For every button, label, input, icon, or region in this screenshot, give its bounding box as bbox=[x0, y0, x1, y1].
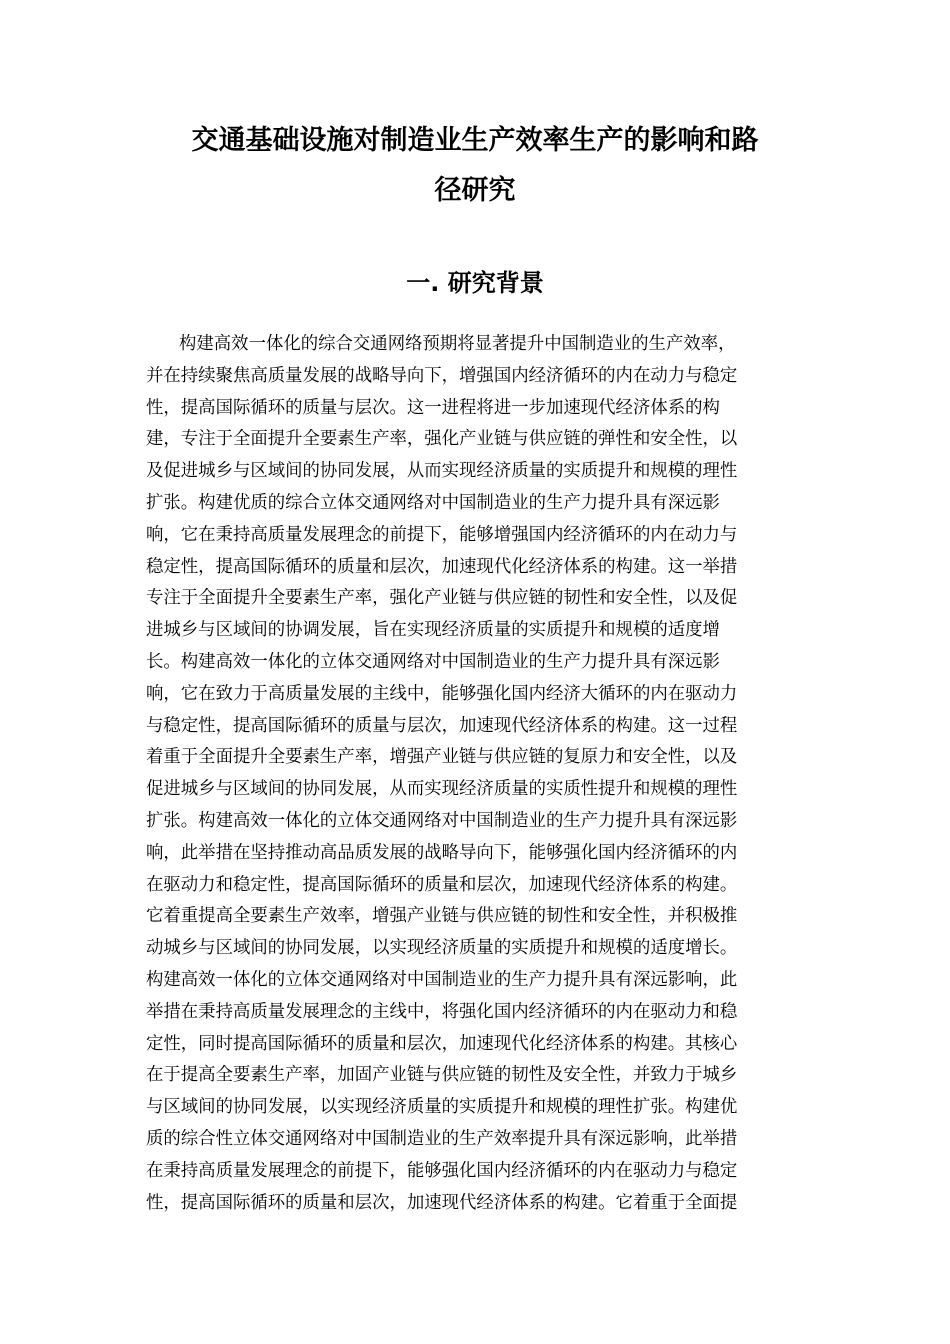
body-line: 并在持续聚焦高质量发展的战略导向下，增强国内经济循环的内在动力与稳定 bbox=[146, 365, 738, 386]
document-title-line-1: 交通基础设施对制造业生产效率生产的影响和路 bbox=[191, 125, 759, 156]
body-line: 构建高效一体化的综合交通网络预期将显著提升中国制造业的生产效率， bbox=[179, 334, 736, 354]
section-heading: 一. 研究背景 bbox=[406, 269, 544, 297]
body-line: 响，此举措在坚持推动高品质发展的战略导向下，能够强化国内经济循环的内 bbox=[146, 842, 738, 863]
body-line: 响，它在秉持高质量发展理念的前提下，能够增强国内经济循环的内在动力与 bbox=[146, 524, 738, 545]
body-line: 进城乡与区域间的协调发展，旨在实现经济质量的实质提升和规模的适度增 bbox=[146, 620, 720, 641]
body-line: 着重于全面提升全要素生产率，增强产业链与供应链的复原力和安全性，以及 bbox=[146, 747, 738, 768]
body-line: 定性，同时提高国际循环的质量和层次，加速现代化经济体系的构建。其核心 bbox=[146, 1033, 738, 1054]
body-line: 与稳定性，提高国际循环的质量与层次，加速现代经济体系的构建。这一过程 bbox=[146, 715, 738, 736]
body-line: 在秉持高质量发展理念的前提下，能够强化国内经济循环的内在驱动力与稳定 bbox=[146, 1160, 738, 1181]
body-line: 它着重提高全要素生产效率，增强产业链与供应链的韧性和安全性，并积极推 bbox=[146, 906, 738, 927]
body-line: 举措在秉持高质量发展理念的主线中，将强化国内经济循环的内在驱动力和稳 bbox=[146, 1001, 738, 1022]
body-line: 在驱动力和稳定性，提高国际循环的质量和层次，加速现代经济体系的构建。 bbox=[146, 874, 738, 895]
body-line: 在于提高全要素生产率，加固产业链与供应链的韧性及安全性，并致力于城乡 bbox=[146, 1065, 738, 1086]
body-line: 稳定性，提高国际循环的质量和层次，加速现代化经济体系的构建。这一举措 bbox=[146, 556, 738, 577]
document-title-line-2: 径研究 bbox=[434, 175, 516, 206]
body-line: 响，它在致力于高质量发展的主线中，能够强化国内经济大循环的内在驱动力 bbox=[146, 683, 738, 704]
body-line: 性，提高国际循环的质量与层次。这一进程将进一步加速现代经济体系的构 bbox=[146, 397, 720, 418]
body-line: 促进城乡与区域间的协同发展，从而实现经济质量的实质性提升和规模的理性 bbox=[146, 779, 738, 800]
body-line: 与区域间的协同发展，以实现经济质量的实质提升和规模的理性扩张。构建优 bbox=[146, 1097, 738, 1118]
body-line: 及促进城乡与区域间的协同发展，从而实现经济质量的实质提升和规模的理性 bbox=[146, 461, 738, 482]
body-line: 扩张。构建优质的综合立体交通网络对中国制造业的生产力提升具有深远影 bbox=[146, 492, 720, 513]
body-paragraph bbox=[146, 332, 806, 1222]
body-line: 质的综合性立体交通网络对中国制造业的生产效率提升具有深远影响，此举措 bbox=[146, 1128, 738, 1149]
body-line: 性，提高国际循环的质量和层次，加速现代经济体系的构建。它着重于全面提 bbox=[146, 1192, 738, 1213]
body-line: 建，专注于全面提升全要素生产率，强化产业链与供应链的弹性和安全性，以 bbox=[146, 429, 738, 450]
body-line: 扩张。构建高效一体化的立体交通网络对中国制造业的生产力提升具有深远影 bbox=[146, 810, 738, 831]
body-line: 长。构建高效一体化的立体交通网络对中国制造业的生产力提升具有深远影 bbox=[146, 651, 720, 672]
body-line: 构建高效一体化的立体交通网络对中国制造业的生产力提升具有深远影响，此 bbox=[146, 969, 738, 990]
body-line: 专注于全面提升全要素生产率，强化产业链与供应链的韧性和安全性，以及促 bbox=[146, 588, 738, 609]
body-line: 动城乡与区域间的协同发展，以实现经济质量的实质提升和规模的适度增长。 bbox=[146, 938, 738, 959]
